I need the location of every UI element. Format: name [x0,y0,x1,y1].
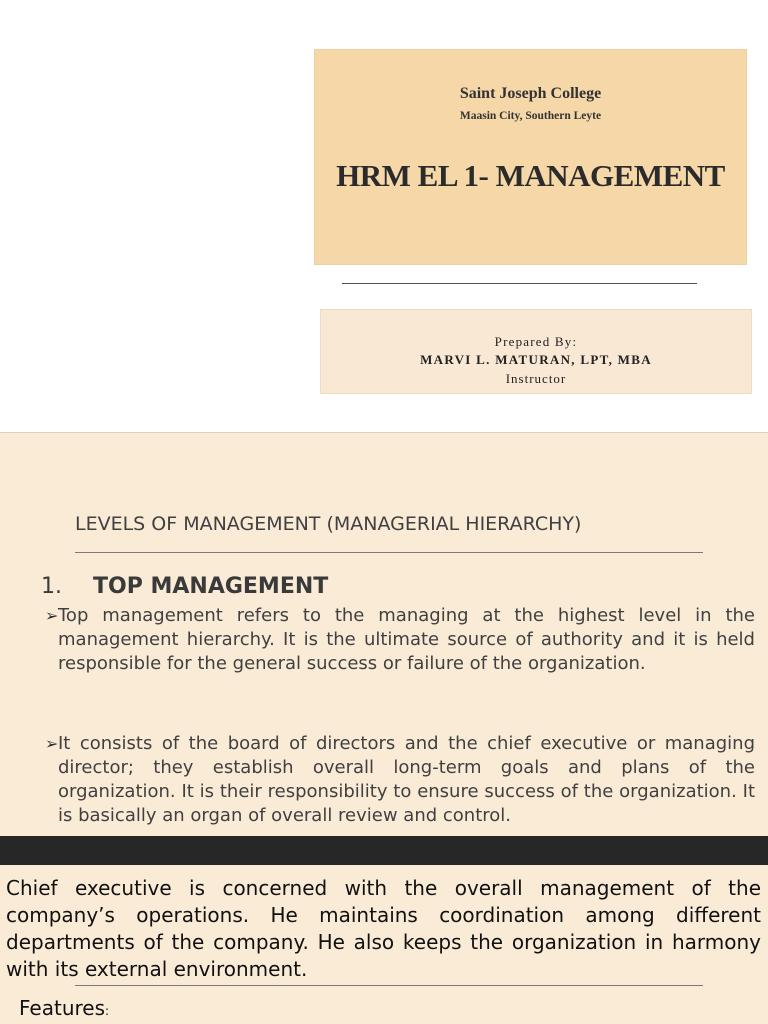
slide-heading: LEVELS OF MANAGEMENT (MANAGERIAL HIERARCHY) [75,513,582,535]
chief-executive-slide [0,865,768,1024]
paragraph-text: It consists of the board of directors and the chief executive or managing director; they establish overall long-term goals and plans of the organization. It is their responsibility to ensure success of the organization. It is basically an organ of overall review and control. [58,733,755,826]
instructor-role: Instructor [505,371,567,386]
section-title: TOP MANAGEMENT [93,574,329,599]
bullet-paragraph [45,604,755,676]
arrow-bullet-icon: ➢ [45,734,59,753]
prepared-by-box [320,309,752,394]
arrow-bullet-icon: ➢ [45,606,59,625]
heading-underline [75,552,703,553]
features-label: Features [19,996,105,1020]
title-slide [0,0,768,432]
chief-executive-paragraph: Chief executive is concerned with the overall management of the company’s operations. He maintains coordination among different departments of the company. He also keeps the organization in harmony with its external environment. [6,876,761,981]
bullet-paragraph [45,732,755,828]
divider [75,985,703,986]
features-heading [19,996,109,1020]
section-number: 1. [41,574,62,599]
paragraph-text: Top management refers to the managing at the highest level in the management hierarchy. It is the ultimate source of authority and it is held responsible for the general success or failure of the organization. [58,605,755,674]
school-location: Maasin City, Southern Leyte [459,110,602,122]
instructor-name: MARVI L. MATURAN, LPT, MBA [420,352,652,367]
prepared-by-label: Prepared By: [494,334,578,349]
title-box [314,49,747,265]
slide-separator [0,836,768,865]
course-title: HRM EL 1- MANAGEMENT [336,158,725,193]
features-colon: : [105,1004,110,1018]
levels-slide [0,432,768,836]
divider [342,283,697,284]
school-name: Saint Joseph College [459,85,602,102]
